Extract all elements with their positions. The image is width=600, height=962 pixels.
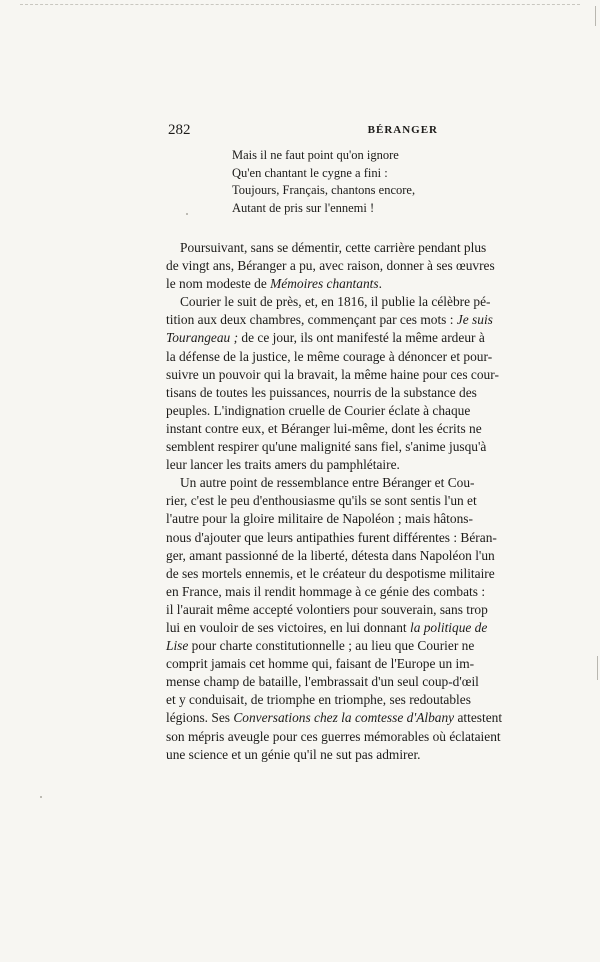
text-line-with-italic: légions. Ses Conversations chez la comtesse d'Albany attestent [166, 710, 503, 726]
body-text [166, 239, 503, 764]
verse-line: Autant de pris sur l'ennemi ! [232, 200, 375, 215]
text-line: peuples. L'indignation cruelle de Courier éclate à chaque [166, 402, 471, 418]
text-line: et y conduisait, de triomphe en triomphe, ses redoutables [166, 692, 471, 708]
italic-title: la politique de [409, 619, 488, 635]
scan-speck [40, 796, 42, 798]
text-line: Un autre point de ressemblance entre Béranger et Cou- [180, 475, 475, 491]
italic-title: Lise [166, 638, 189, 654]
paragraph-3 [166, 474, 503, 764]
text-line: suivre un pouvoir qui la bravait, la même haine pour ces cour- [166, 366, 499, 382]
verse-line: Qu'en chantant le cygne a fini : [232, 165, 388, 180]
text-line: rier, c'est le peu d'enthousiasme qu'ils se sont sentis l'un et [166, 493, 477, 509]
text-line-with-italic: Tourangeau ; de ce jour, ils ont manifesté la même ardeur à [166, 330, 485, 346]
italic-title: Mémoires chantants [270, 276, 379, 292]
text-line-with-italic: tition aux deux chambres, commençant par ces mots : Je suis [166, 312, 493, 328]
text-line: comprit jamais cet homme qui, faisant de l'Europe un im- [166, 656, 475, 672]
text-line: la défense de la justice, le même courage à dénoncer et pour- [166, 348, 493, 364]
text-line: nous d'ajouter que leurs antipathies furent différentes : Béran- [166, 529, 497, 545]
text-line: Poursuivant, sans se démentir, cette carrière pendant plus [180, 240, 487, 255]
text-line: ger, amant passionné de la liberté, détesta dans Napoléon l'un [166, 547, 495, 563]
text-line: son mépris aveugle pour ces guerres mémorables où éclataient [166, 728, 501, 744]
text-line: l'autre pour la gloire militaire de Napoléon ; mais hâtons- [166, 511, 473, 527]
text-line: tisans de toutes les puissances, nourris de la substance des [166, 384, 477, 400]
running-title: BÉRANGER [367, 124, 438, 136]
text-line: semblent respirer qu'une malignité sans fiel, s'anime jusqu'à [166, 439, 487, 455]
italic-title: Conversations chez la comtesse d'Albany [233, 710, 455, 726]
verse-line: Toujours, Français, chantons encore, [232, 183, 416, 197]
verse-line: Mais il ne faut point qu'on ignore [232, 148, 399, 162]
text-line: leur lancer les traits amers du pamphlétaire. [166, 457, 400, 473]
text-line: instant contre eux, et Béranger lui-même, dont les écrits ne [166, 420, 482, 436]
verse-quotation [232, 147, 472, 217]
text-line: en France, mais il rendit hommage à ce génie des combats : [166, 583, 486, 599]
scan-speck [186, 213, 188, 215]
scan-edge-line [20, 4, 580, 5]
paragraph-1 [166, 239, 495, 293]
italic-title: Tourangeau ; [166, 330, 239, 346]
text-line-with-italic: lui en vouloir de ses victoires, en lui donnant la politique de [166, 619, 488, 635]
scan-mark [595, 6, 596, 26]
italic-title: Je suis [456, 312, 493, 328]
text-line-with-italic: Lise pour charte constitutionnelle ; au lieu que Courier ne [166, 638, 475, 654]
text-line: Courier le suit de près, et, en 1816, il publie la célèbre pé- [180, 294, 491, 310]
text-line-with-italic: le nom modeste de Mémoires chantants. [166, 276, 382, 292]
text-line: une science et un génie qu'il ne sut pas admirer. [166, 746, 421, 762]
text-line: mense champ de bataille, l'embrassait d'un seul coup-d'œil [166, 674, 479, 690]
text-line: il l'aurait même accepté volontiers pour souverain, sans trop [166, 601, 488, 617]
page-header [168, 122, 438, 138]
text-line: de vingt ans, Béranger a pu, avec raison, donner à ses œuvres [166, 258, 495, 274]
scan-mark [597, 656, 598, 680]
page-number: 282 [168, 122, 191, 138]
text-line: de ses mortels ennemis, et le créateur du despotisme militaire [166, 565, 495, 581]
paragraph-2 [166, 293, 499, 474]
